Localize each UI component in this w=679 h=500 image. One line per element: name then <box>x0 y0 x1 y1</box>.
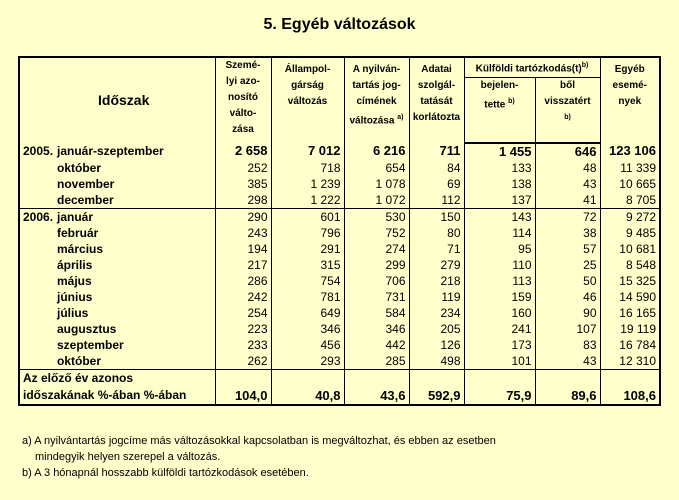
table-cell: 90 <box>535 305 600 321</box>
table-cell: 16 784 <box>600 337 660 353</box>
table-cell: 731 <box>344 289 409 305</box>
table-cell: 346 <box>271 321 344 337</box>
table-cell: 279 <box>409 257 464 273</box>
row-label <box>19 225 215 241</box>
table-cell: 119 <box>409 289 464 305</box>
table-cell: 218 <box>409 273 464 289</box>
table-cell: 9 272 <box>600 208 660 225</box>
table-cell: 50 <box>535 273 600 289</box>
table-row <box>19 305 660 321</box>
table-cell: 584 <box>344 305 409 321</box>
table-cell: 6 216 <box>344 143 409 160</box>
table-row <box>19 176 660 192</box>
row-period: október <box>57 160 102 175</box>
table-cell: 110 <box>464 257 535 273</box>
table-cell: 107 <box>535 321 600 337</box>
row-period: augusztus <box>57 321 117 336</box>
table-body <box>19 143 660 405</box>
page-title: 5. Egyéb változások <box>263 16 416 33</box>
row-year: 2006. <box>23 209 54 224</box>
row-label <box>19 160 215 176</box>
table-row <box>19 160 660 176</box>
row-period: október <box>57 353 102 368</box>
table-cell: 711 <box>409 143 464 160</box>
header-visszatert: ből visszatért b) <box>535 78 600 143</box>
table-row <box>19 321 660 337</box>
change-cell: 104,0 <box>215 369 271 405</box>
table-cell: 205 <box>409 321 464 337</box>
change-cell: 592,9 <box>409 369 464 405</box>
header-kulfoldi-tartozkodas: Külföldi $tartózkodás(t)^{b)}$ <box>464 57 600 78</box>
table-cell: 112 <box>409 192 464 209</box>
table-cell: 262 <box>215 353 271 370</box>
table-cell: 285 <box>344 353 409 370</box>
table-cell: 754 <box>271 273 344 289</box>
table-cell: 9 485 <box>600 225 660 241</box>
change-cell: 40,8 <box>271 369 344 405</box>
table-cell: 649 <box>271 305 344 321</box>
table-cell: 7 012 <box>271 143 344 160</box>
change-label-line2: időszakának %-ában %-ában <box>23 387 187 402</box>
table-cell: 143 <box>464 208 535 225</box>
footnote-a: a) A nyilvántartás jogcíme más változásokkal kapcsolatban is megváltozhat, és ebben az esetben <box>22 435 496 447</box>
table-cell: 123 106 <box>600 143 660 160</box>
change-cell: 43,6 <box>344 369 409 405</box>
table-cell: 442 <box>344 337 409 353</box>
row-label <box>19 289 215 305</box>
table-cell: 290 <box>215 208 271 225</box>
row-period: november <box>57 176 115 191</box>
table-row <box>19 241 660 257</box>
table-row <box>19 353 660 370</box>
table-cell: 315 <box>271 257 344 273</box>
table-cell: 113 <box>464 273 535 289</box>
change-cell: 89,6 <box>535 369 600 405</box>
table-cell: 159 <box>464 289 535 305</box>
table-row <box>19 143 660 160</box>
row-label <box>19 192 215 209</box>
table-cell: 46 <box>535 289 600 305</box>
table-cell: 456 <box>271 337 344 353</box>
row-year: 2005. <box>23 144 54 159</box>
table-cell: 133 <box>464 160 535 176</box>
table-cell: 57 <box>535 241 600 257</box>
row-period: április <box>57 257 93 272</box>
footnote-a-continued: mindegyik helyen szerepel a változás. <box>35 451 221 463</box>
row-period: március <box>57 241 104 256</box>
footnotes <box>22 433 496 481</box>
table-cell: 1 078 <box>344 176 409 192</box>
table-cell: 71 <box>409 241 464 257</box>
table-cell: 38 <box>535 225 600 241</box>
table-cell: 1 222 <box>271 192 344 209</box>
row-period: június <box>57 289 93 304</box>
table-cell: 173 <box>464 337 535 353</box>
table-cell: 530 <box>344 208 409 225</box>
table-cell: 8 548 <box>600 257 660 273</box>
row-label <box>19 241 215 257</box>
table-cell: 718 <box>271 160 344 176</box>
row-period: január-szeptember <box>57 144 164 159</box>
table-row <box>19 337 660 353</box>
table-cell: 84 <box>409 160 464 176</box>
footnote-b: b) A 3 hónapnál hosszabb külföldi tartózkodások esetében. <box>22 467 309 479</box>
table-cell: 11 339 <box>600 160 660 176</box>
table-cell: 16 165 <box>600 305 660 321</box>
row-label <box>19 337 215 353</box>
table-cell: 138 <box>464 176 535 192</box>
table-cell: 752 <box>344 225 409 241</box>
table-row <box>19 192 660 209</box>
table-cell: 15 325 <box>600 273 660 289</box>
table-cell: 19 119 <box>600 321 660 337</box>
row-label <box>19 208 215 225</box>
row-label <box>19 257 215 273</box>
table-cell: 95 <box>464 241 535 257</box>
table-cell: 646 <box>535 143 600 160</box>
table-cell: 654 <box>344 160 409 176</box>
row-label <box>19 353 215 370</box>
table-row <box>19 208 660 225</box>
table-cell: 291 <box>271 241 344 257</box>
header-szemelyi-azonosito: Szemé- lyi azo- nosító válto- zása <box>215 57 271 143</box>
table-cell: 299 <box>344 257 409 273</box>
header-allampolgarsag: Állampol- gárság változás <box>271 57 344 143</box>
table-cell: 781 <box>271 289 344 305</box>
row-label <box>19 273 215 289</box>
table-cell: 14 590 <box>600 289 660 305</box>
change-label-line1: Az előző év azonos <box>23 370 134 385</box>
table-row <box>19 273 660 289</box>
table-cell: 12 310 <box>600 353 660 370</box>
table-row <box>19 289 660 305</box>
table-cell: 114 <box>464 225 535 241</box>
table-cell: 72 <box>535 208 600 225</box>
table-cell: 25 <box>535 257 600 273</box>
table-cell: 498 <box>409 353 464 370</box>
table-cell: 1 455 <box>464 143 535 160</box>
table-cell: 126 <box>409 337 464 353</box>
row-period: szeptember <box>57 337 124 352</box>
table-cell: 252 <box>215 160 271 176</box>
table-cell: 41 <box>535 192 600 209</box>
table-cell: 101 <box>464 353 535 370</box>
row-period: július <box>57 305 89 320</box>
row-label <box>19 321 215 337</box>
table-cell: 1 239 <box>271 176 344 192</box>
table-cell: 796 <box>271 225 344 241</box>
table-cell: 243 <box>215 225 271 241</box>
table-cell: 48 <box>535 160 600 176</box>
table-cell: 706 <box>344 273 409 289</box>
change-cell: 108,6 <box>600 369 660 405</box>
table-cell: 8 705 <box>600 192 660 209</box>
row-label <box>19 176 215 192</box>
change-cell: 75,9 <box>464 369 535 405</box>
table-cell: 601 <box>271 208 344 225</box>
change-row <box>19 369 660 405</box>
table-cell: 80 <box>409 225 464 241</box>
header-bejelentette: bejelen- tette $^{b)}$ <box>464 78 535 143</box>
table-cell: 69 <box>409 176 464 192</box>
table-cell: 242 <box>215 289 271 305</box>
header-adatszolgaltatas: Adatai szolgál- tatását korlátozta <box>409 57 464 143</box>
table-cell: 1 072 <box>344 192 409 209</box>
table-cell: 10 665 <box>600 176 660 192</box>
table-cell: 293 <box>271 353 344 370</box>
table-cell: 2 658 <box>215 143 271 160</box>
row-period: május <box>57 273 92 288</box>
table-cell: 233 <box>215 337 271 353</box>
row-period: január <box>57 209 94 224</box>
table-cell: 137 <box>464 192 535 209</box>
table-row <box>19 225 660 241</box>
header-egyeb-esemenyek: Egyéb esemé- nyek <box>600 57 660 143</box>
change-label <box>19 369 215 405</box>
table-cell: 274 <box>344 241 409 257</box>
header-period: Időszak <box>19 57 215 143</box>
table-cell: 217 <box>215 257 271 273</box>
table-cell: 286 <box>215 273 271 289</box>
table-cell: 150 <box>409 208 464 225</box>
table-cell: 194 <box>215 241 271 257</box>
table-row <box>19 257 660 273</box>
table-cell: 223 <box>215 321 271 337</box>
table-cell: 241 <box>464 321 535 337</box>
table-cell: 385 <box>215 176 271 192</box>
table-cell: 254 <box>215 305 271 321</box>
table-cell: 43 <box>535 353 600 370</box>
header-nyilvantartas-jogcim: A nyilván- tartás jog- címének változása $^{a)}$ <box>344 57 409 143</box>
table-cell: 234 <box>409 305 464 321</box>
table-cell: 346 <box>344 321 409 337</box>
table-cell: 43 <box>535 176 600 192</box>
table-cell: 160 <box>464 305 535 321</box>
row-period: február <box>57 225 99 240</box>
row-period: december <box>57 192 114 207</box>
row-label <box>19 143 215 160</box>
table-cell: 83 <box>535 337 600 353</box>
table-cell: 298 <box>215 192 271 209</box>
row-label <box>19 305 215 321</box>
table-cell: 10 681 <box>600 241 660 257</box>
data-table <box>18 56 661 406</box>
